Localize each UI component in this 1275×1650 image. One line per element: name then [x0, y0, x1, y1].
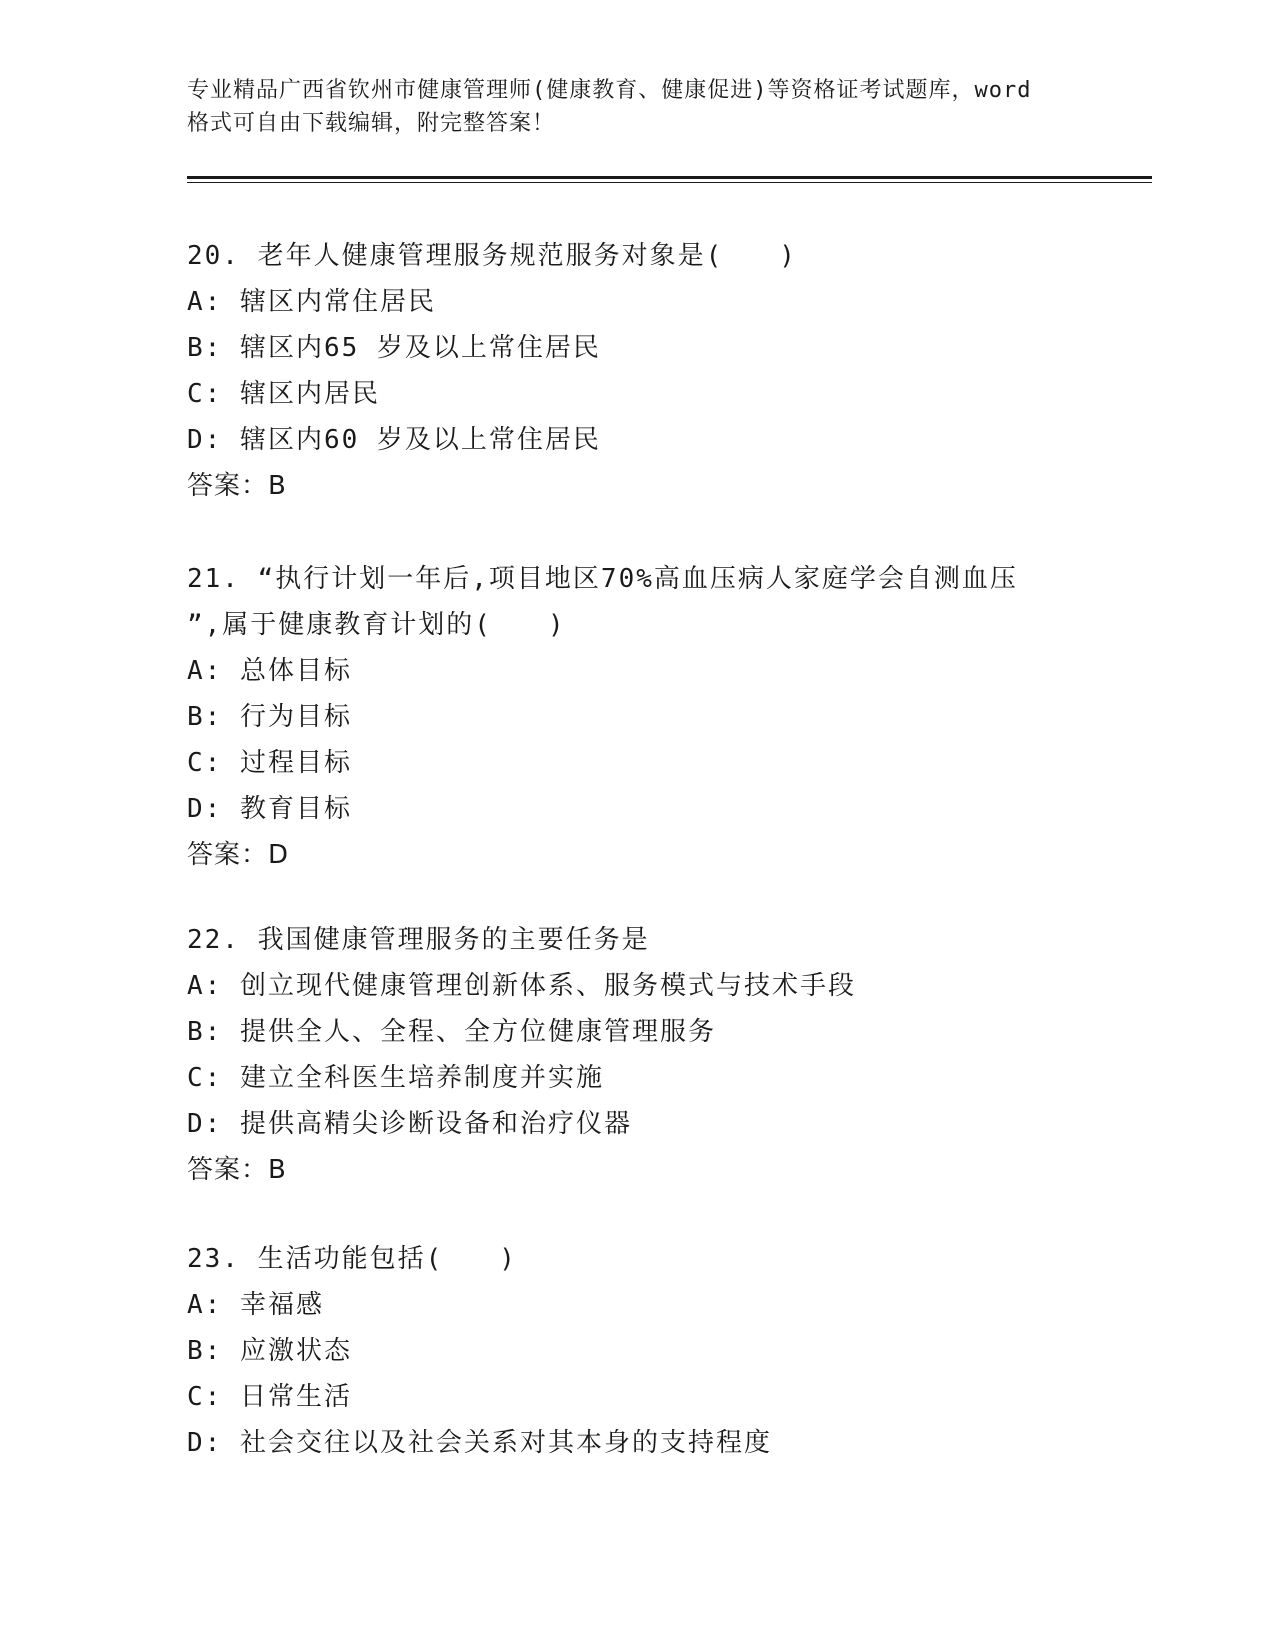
option-b: B: 提供全人、全程、全方位健康管理服务	[187, 1017, 716, 1047]
option-c: C: 日常生活	[187, 1382, 352, 1412]
question-stem: 22. 我国健康管理服务的主要任务是	[187, 925, 650, 955]
option-b: B: 应激状态	[187, 1336, 352, 1366]
answer-line: 答案：B	[187, 1155, 287, 1185]
option-a: A: 总体目标	[187, 656, 352, 686]
question-21	[187, 556, 1067, 878]
option-a: A: 创立现代健康管理创新体系、服务模式与技术手段	[187, 971, 856, 1001]
header-divider-thin	[187, 182, 1152, 183]
option-c: C: 过程目标	[187, 748, 352, 778]
header-line-1: 专业精品广西省钦州市健康管理师(健康教育、健康促进)等资格证考试题库，word	[187, 78, 1032, 103]
answer-line: 答案：B	[187, 471, 287, 501]
option-c: C: 辖区内居民	[187, 379, 380, 409]
question-stem: 23. 生活功能包括( )	[187, 1244, 517, 1274]
question-20	[187, 233, 1067, 509]
question-23	[187, 1236, 1067, 1466]
header-line-2: 格式可自由下载编辑，附完整答案！	[187, 111, 556, 136]
option-b: B: 行为目标	[187, 702, 352, 732]
option-d: D: 辖区内60 岁及以上常住居民	[187, 425, 601, 455]
option-d: D: 提供高精尖诊断设备和治疗仪器	[187, 1109, 632, 1139]
option-b: B: 辖区内65 岁及以上常住居民	[187, 333, 601, 363]
question-stem: 20. 老年人健康管理服务规范服务对象是( )	[187, 241, 797, 271]
option-d: D: 教育目标	[187, 794, 352, 824]
header-divider-thick	[187, 176, 1152, 179]
option-a: A: 辖区内常住居民	[187, 287, 436, 317]
option-c: C: 建立全科医生培养制度并实施	[187, 1063, 604, 1093]
answer-line: 答案：D	[187, 840, 290, 870]
option-d: D: 社会交往以及社会关系对其本身的支持程度	[187, 1428, 772, 1458]
question-stem-continued: ”,属于健康教育计划的( )	[187, 610, 566, 640]
document-header	[187, 74, 1087, 140]
option-a: A: 幸福感	[187, 1290, 324, 1320]
question-stem: 21. “执行计划一年后,项目地区70%高血压病人家庭学会自测血压	[187, 564, 1018, 594]
question-22	[187, 917, 1067, 1193]
